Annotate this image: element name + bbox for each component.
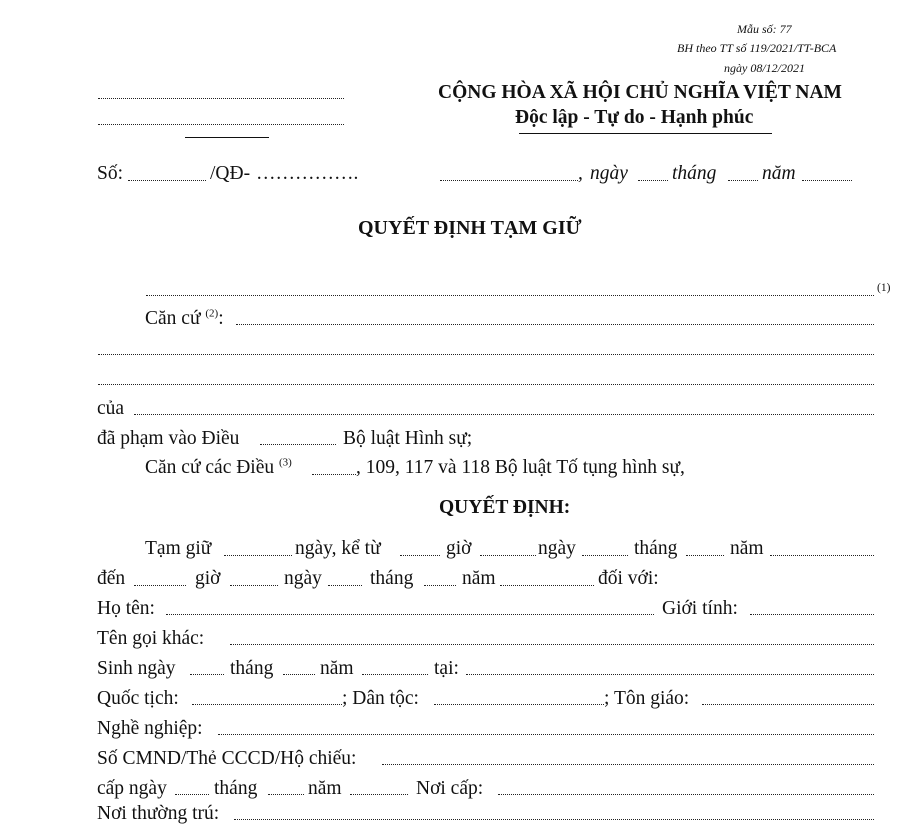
pham-vao-dieu-label: đã phạm vào Điều (97, 428, 240, 449)
authority-basis-field[interactable] (146, 295, 874, 296)
nghe-nghiep-label: Nghề nghiệp: (97, 718, 203, 739)
tai-label: tại: (434, 658, 459, 679)
noi-cap-label: Nơi cấp: (416, 778, 484, 799)
date-ngay-label: ngày (590, 163, 628, 184)
to-year-field-2[interactable] (500, 585, 594, 586)
birth-month-field[interactable] (283, 674, 315, 675)
from-month-field[interactable] (582, 555, 628, 556)
form-number: Mẫu số: 77 (737, 22, 792, 36)
to-month-field[interactable] (328, 585, 362, 586)
gioi-tinh-field[interactable] (750, 614, 874, 615)
form-issuance-date: ngày 08/12/2021 (724, 61, 805, 75)
cua-label: của (97, 398, 125, 419)
ton-giao-field[interactable] (702, 704, 874, 705)
from-thang-label: tháng (634, 538, 678, 559)
from-year-field[interactable] (686, 555, 724, 556)
date-year-field[interactable] (802, 180, 852, 181)
doi-voi-label: đối với: (598, 568, 659, 589)
so-number-field[interactable] (128, 180, 206, 181)
cac-dieu-field[interactable] (312, 474, 356, 475)
from-nam-label: năm (730, 538, 764, 559)
can-cu-cac-dieu-text: Căn cứ các Điều (145, 457, 275, 478)
issue-month-field[interactable] (268, 794, 304, 795)
authority-underline (185, 137, 269, 138)
to-gio-label: giờ (195, 568, 221, 589)
dieu-field[interactable] (260, 444, 336, 445)
document-title: QUYẾT ĐỊNH TẠM GIỮ (358, 217, 582, 239)
note-2: (2) (205, 307, 219, 320)
birth-nam-label: năm (320, 658, 354, 679)
ho-ten-field[interactable] (166, 614, 654, 615)
issue-day-field[interactable] (175, 794, 209, 795)
authority-field-2[interactable] (98, 124, 344, 125)
cua-field[interactable] (134, 414, 874, 415)
country-heading: CỘNG HÒA XÃ HỘI CHỦ NGHĨA VIỆT NAM (438, 82, 842, 103)
can-cu-field-line3[interactable] (98, 384, 874, 385)
date-comma: , (578, 163, 583, 184)
days-count-field[interactable] (224, 555, 292, 556)
date-nam-label: năm (762, 163, 796, 184)
cmnd-label: Số CMND/Thẻ CCCD/Hộ chiếu: (97, 748, 357, 769)
ho-ten-label: Họ tên: (97, 598, 155, 619)
can-cu-text: Căn cứ (145, 308, 201, 329)
date-month-field[interactable] (728, 180, 758, 181)
from-ngay-label: ngày (538, 538, 576, 559)
from-day-field[interactable] (480, 555, 536, 556)
date-thang-label: tháng (672, 163, 717, 184)
issue-nam-label: năm (308, 778, 342, 799)
bo-luat-hinh-su: Bộ luật Hình sự; (343, 428, 473, 449)
quoc-tich-field[interactable] (192, 704, 342, 705)
date-day-field[interactable] (638, 180, 668, 181)
tam-giu-label: Tạm giữ (145, 538, 212, 559)
noi-thuong-tru-field[interactable] (234, 819, 874, 820)
decision-heading: QUYẾT ĐỊNH: (439, 497, 571, 518)
to-year-field[interactable] (424, 585, 456, 586)
sinh-ngay-label: Sinh ngày (97, 658, 176, 679)
den-label: đến (97, 568, 126, 589)
from-gio-label: giờ (446, 538, 472, 559)
note-3: (3) (279, 456, 292, 469)
noi-cap-field[interactable] (498, 794, 874, 795)
ten-goi-khac-field[interactable] (230, 644, 874, 645)
nghe-nghiep-field[interactable] (218, 734, 874, 735)
birth-year-field[interactable] (362, 674, 428, 675)
can-cu-colon: : (218, 308, 224, 329)
ke-tu-label: ngày, kể từ (295, 538, 381, 559)
to-ngay-label: ngày (284, 568, 322, 589)
to-day-field[interactable] (230, 585, 278, 586)
birth-place-field[interactable] (466, 674, 874, 675)
articles-text: , 109, 117 và 118 Bộ luật Tố tụng hình sự, (356, 457, 685, 478)
quoc-tich-label: Quốc tịch: (97, 688, 179, 709)
dan-toc-field[interactable] (434, 704, 604, 705)
birth-thang-label: tháng (230, 658, 274, 679)
ten-goi-khac-label: Tên gọi khác: (97, 628, 205, 649)
birth-day-field[interactable] (190, 674, 224, 675)
place-field[interactable] (440, 180, 578, 181)
to-thang-label: tháng (370, 568, 414, 589)
gioi-tinh-label: Giới tính: (662, 598, 738, 619)
can-cu-cac-dieu (145, 457, 292, 479)
to-nam-label: năm (462, 568, 496, 589)
motto: Độc lập - Tự do - Hạnh phúc (515, 107, 754, 128)
can-cu-field-line2[interactable] (98, 354, 874, 355)
so-label: Số: (97, 163, 124, 184)
qd-label: /QĐ- (210, 163, 251, 184)
authority-field-1[interactable] (98, 98, 344, 99)
ton-giao-label: ; Tôn giáo: (604, 688, 690, 709)
cap-ngay-label: cấp ngày (97, 778, 167, 799)
from-year-field-2[interactable] (770, 555, 874, 556)
noi-thuong-tru-label: Nơi thường trú: (97, 803, 220, 824)
to-hour-field[interactable] (134, 585, 186, 586)
motto-underline (519, 133, 772, 134)
can-cu-field[interactable] (236, 324, 874, 325)
issue-year-field[interactable] (350, 794, 408, 795)
cmnd-field[interactable] (382, 764, 874, 765)
can-cu-label (145, 308, 224, 330)
qd-suffix-field[interactable]: ……………. (256, 163, 359, 184)
issue-thang-label: tháng (214, 778, 258, 799)
dan-toc-label: ; Dân tộc: (342, 688, 419, 709)
from-hour-field[interactable] (400, 555, 440, 556)
form-issuance-circular: BH theo TT số 119/2021/TT-BCA (677, 41, 837, 55)
note-1: (1) (877, 282, 891, 294)
